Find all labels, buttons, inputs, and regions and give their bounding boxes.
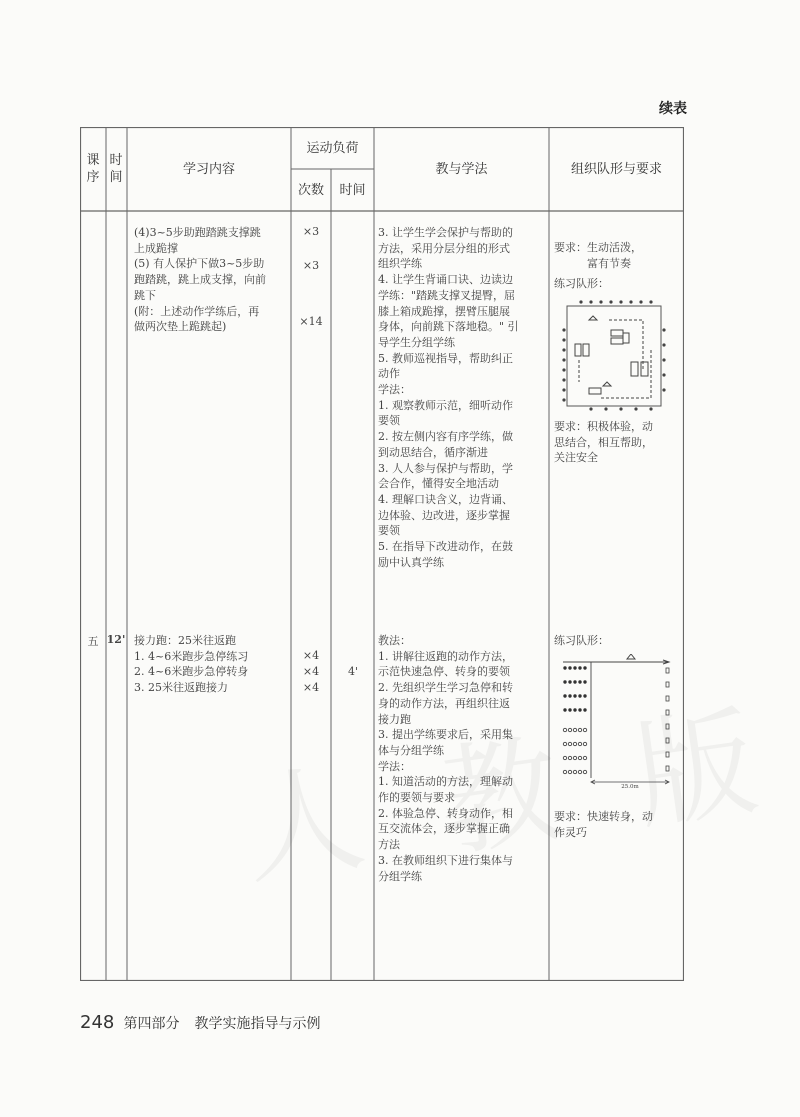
row1-requirement-2: 要求：积极体验，动 思结合，相互帮助， 关注安全: [554, 420, 653, 465]
row2-count-3: ×4: [302, 681, 320, 694]
header-load: 运动负荷: [306, 140, 359, 156]
row1-formation-label: 练习队形：: [554, 277, 609, 290]
row2-method: 教法： 1. 讲解往返跑的动作方法， 示范快速急停、转身的要领 2. 先组织学生学习急停和转 身的动作方法，再组织往返 接力跑 3. 提出学练要求后，采用集 体与分组学练 学法： 1. 知道活动的方法，理解动 作的要领与要求 2. 体验急停、转身动作，相 互交流体会，逐步掌握正确 方法 3. 在教师组织下进行集体与 分组学练: [378, 634, 513, 883]
header-count: 次数: [297, 182, 324, 198]
row2-count-2: ×4: [302, 665, 320, 678]
row2-content: 接力跑：25米往返跑 1. 4~6米跑步急停练习 2. 4~6米跑步急停转身 3. 25米往返跑接力: [134, 634, 249, 695]
page-footer: [80, 1012, 321, 1033]
row1-count-3: ×14: [299, 315, 323, 328]
row2-count-1: ×4: [302, 649, 320, 662]
row2-duration: 4': [347, 665, 359, 678]
page-number: 248: [80, 1012, 115, 1033]
row1-count-2: ×3: [302, 259, 320, 272]
row2-time: 12': [106, 633, 126, 646]
vault-formation-diagram: [561, 300, 667, 412]
header-duration: 时间: [339, 182, 366, 198]
footer-title: 教学实施指导与示例: [194, 1016, 321, 1032]
row1-method: 3. 让学生学会保护与帮助的 方法，采用分层分组的形式 组织学练 4. 让学生背诵口诀、边读边 学练："踏跳支撑叉提臀，屈 膝上箱成跪撑，摆臂压腿展 身体，向前跳下落地稳。" 引 导学生分组学练 5. 教师巡视指导，帮助纠正 动作 学法： 1. 观察教师示范，细听动作 要领 2. 按左侧内容有序学练，做 到动思结合，循序渐进 3. 人人参与保护与帮助，学 会合作，懂得安全地活动 4. 理解口诀含义，边背诵、 边体验、边改进，逐步掌握 要领 5. 在指导下改进动作，在鼓 励中认真学练: [378, 226, 519, 569]
header-lesson: 课序: [86, 153, 100, 185]
row1-count-1: ×3: [302, 225, 320, 238]
header-content: 学习内容: [182, 161, 235, 177]
row2-lesson-number: 五: [87, 635, 99, 648]
row1-content: (4)3~5步助跑踏跳支撑跳 上成跪撑 (5) 有人保护下做3~5步助 跑踏跳，跳上成支撑，向前 跳下 (附：上述动作学练后，再 做两次垫上跪跳起): [134, 226, 266, 334]
row2-formation-label: 练习队形：: [554, 634, 609, 647]
footer-section: 第四部分: [123, 1016, 180, 1032]
header-time: 时间: [109, 153, 123, 185]
row1-requirement-1: 要求：生动活泼， 富有节奏: [554, 241, 642, 270]
continued-table-label: 续表: [659, 101, 687, 117]
header-organization: 组织队形与要求: [570, 161, 662, 177]
header-method: 教与学法: [435, 161, 488, 177]
row2-requirement: 要求：快速转身，动 作灵巧: [554, 810, 653, 839]
relay-distance-label: 25.0m: [621, 784, 639, 790]
